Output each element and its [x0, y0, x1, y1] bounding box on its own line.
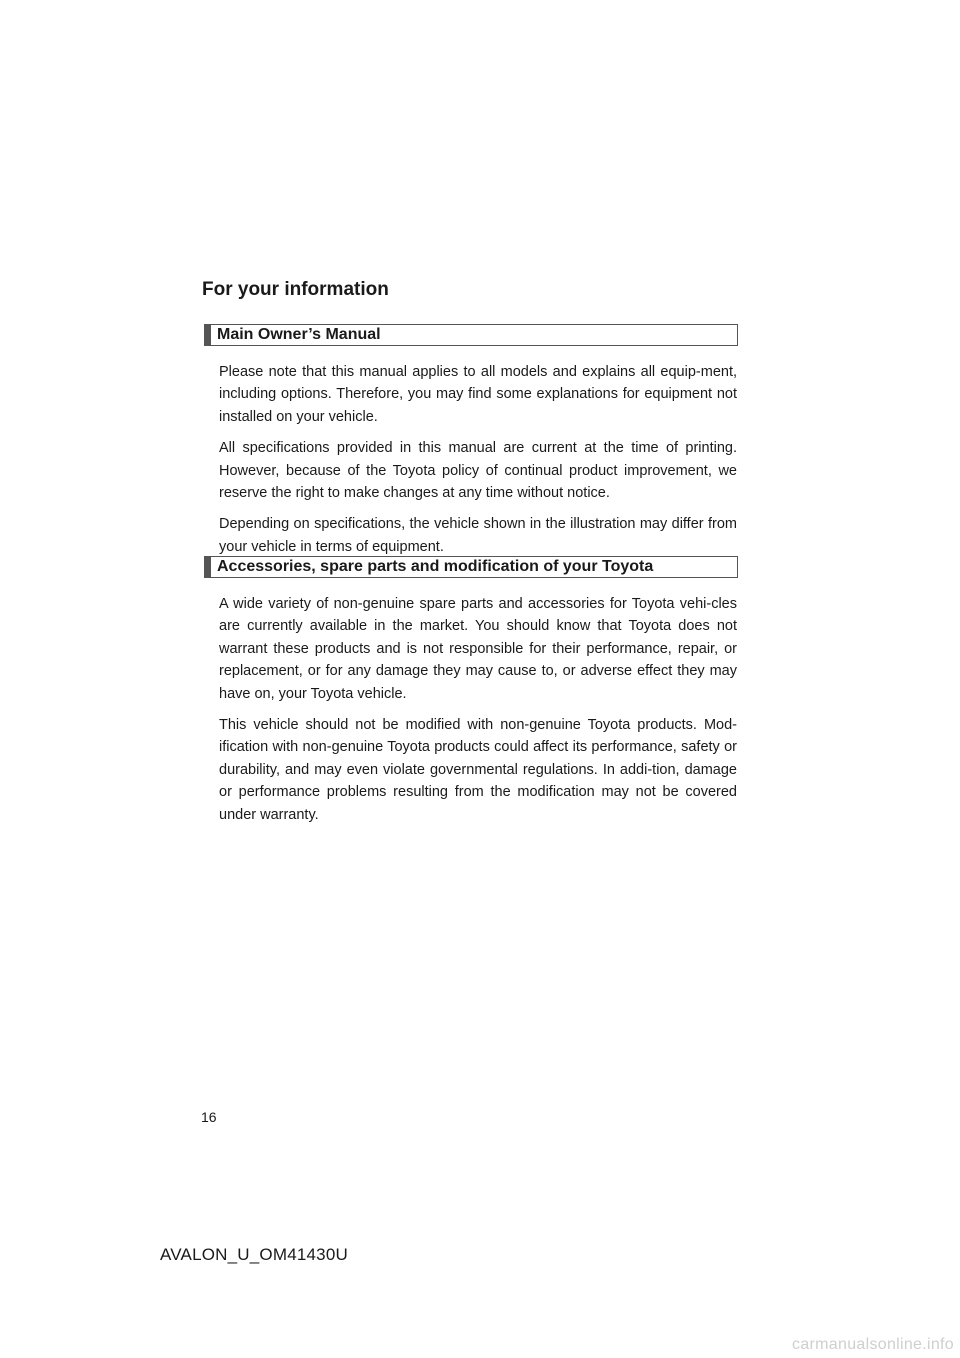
paragraph: Depending on specifications, the vehicle shown in the illustration may differ from your vehicle in terms of equipment.: [219, 516, 737, 555]
document-code: AVALON_U_OM41430U: [160, 1245, 348, 1264]
section-body-main-owners-manual: [219, 361, 737, 567]
section-header-accessories: [204, 556, 738, 578]
section-marker: [205, 557, 211, 577]
section-header-main-owners-manual: [204, 324, 738, 346]
section-marker: [205, 325, 211, 345]
page-title: For your information: [202, 279, 389, 300]
watermark: carmanualsonline.info: [792, 1336, 954, 1353]
paragraph: Please note that this manual applies to all models and explains all equip-ment, including options. Therefore, you may find some explanations for equipment not installed on your vehicle.: [219, 364, 737, 425]
section-title: Main Owner’s Manual: [217, 326, 381, 343]
page-number: 16: [201, 1109, 217, 1125]
section-title: Accessories, spare parts and modification of your Toyota: [217, 558, 654, 575]
paragraph: A wide variety of non-genuine spare parts and accessories for Toyota vehi-cles are currently available in the market. You should know that Toyota does not warrant these products and is not responsible for their performance, repair, or replacement, or for any damage they may cause to, or adverse effect they may have on, your Toyota vehicle.: [219, 596, 737, 702]
paragraph: All specifications provided in this manual are current at the time of printing. However, because of the Toyota policy of continual product improvement, we reserve the right to make changes at any time without notice.: [219, 440, 737, 502]
paragraph: This vehicle should not be modified with non-genuine Toyota products. Mod-ification with non-genuine Toyota products could affect its performance, safety or durability, and may even violate governmental regulations. In addi-tion, damage or performance problems resulting from the modification may not be covered under warranty.: [219, 717, 737, 823]
section-body-accessories: [219, 593, 737, 835]
